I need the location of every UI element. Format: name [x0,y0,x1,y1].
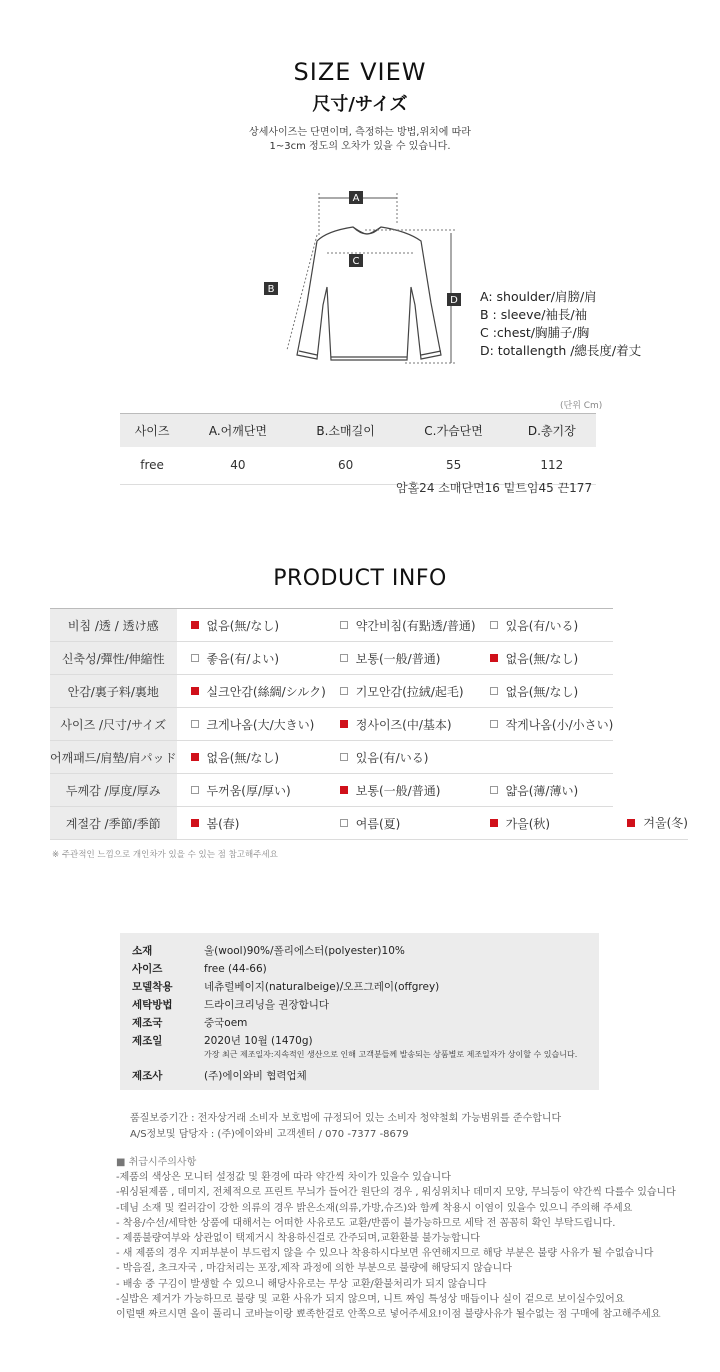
caution-section [116,1155,676,1322]
option-cell [177,642,326,675]
checked-box-icon [490,819,498,827]
option-label: 없음(無/なし) [505,651,579,666]
detail-row-date [132,1033,313,1048]
option-cell [177,807,326,840]
option-label: 보통(一般/普通) [355,651,441,666]
option-label: 없음(無/なし) [206,618,280,633]
detail-row-maker [132,1068,307,1083]
detail-value: 네츄럴베이지(naturalbeige)/오프그레이(offgrey) [204,981,440,993]
unchecked-box-icon [191,786,199,794]
product-info-row [50,609,688,642]
unchecked-box-icon [490,687,498,695]
product-info-row [50,708,688,741]
caution-line: - 박음질, 초크자국 , 마감처리는 포장,제작 과정에 의한 부분으로 불량에 해당되지 않습니다 [116,1263,512,1275]
checked-box-icon [191,687,199,695]
legend-c: C :chest/胸脯子/胸 [480,325,590,340]
checked-box-icon [191,819,199,827]
detail-key: 제조사 [132,1070,163,1082]
option-label: 있음(有/いる) [505,618,579,633]
option-label: 없음(無/なし) [206,750,280,765]
product-info-row [50,642,688,675]
detail-key: 모델착용 [132,981,173,993]
note-line-1: 상세사이즈는 단면이며, 측정하는 방법,위치에 따라 [249,127,471,138]
option-label: 작게나옴(小/小さい) [505,717,614,732]
detail-row-country [132,1015,247,1030]
caution-line: -데님 소재 및 컬러감이 강한 의류의 경우 밝은소재(의류,가방,슈즈)와 함께 착용시 이염이 있을수 있으니 주의해 주세요 [116,1202,633,1214]
detail-value: free (44-66) [204,963,267,975]
unchecked-box-icon [191,720,199,728]
option-cell [476,609,614,642]
checked-box-icon [191,753,199,761]
header-shoulder: A.어깨단면 [184,414,291,447]
option-label: 정사이즈(中/基本) [355,717,452,732]
guarantee-info [130,1111,561,1143]
option-label: 가을(秋) [505,816,551,831]
unchecked-box-icon [490,621,498,629]
legend-b: B : sleeve/袖長/袖 [480,307,588,322]
product-info-label: 어깨패드/肩墊/肩パッド [50,741,177,774]
garment-diagram [255,185,475,375]
option-cell [177,675,326,708]
option-label: 여름(夏) [355,816,401,831]
product-info-row [50,675,688,708]
cell-length: 112 [508,447,596,485]
size-view-subtitle: 尺寸/サイズ [312,94,408,115]
detail-value: 2020년 10월 (1470g) [204,1035,313,1047]
unchecked-box-icon [340,753,348,761]
option-label: 얇음(薄/薄い) [505,783,579,798]
caution-line: - 제품불량여부와 상관없이 택제거시 착용하신걸로 간주되며,교환환불 불가능합니다 [116,1233,480,1245]
detail-value: 드라이크리닝을 권장합니다 [204,999,330,1011]
detail-value: 울(wool)90%/폴리에스터(polyester)10% [204,945,405,957]
measure-legend [480,288,641,360]
caution-title: ■ 취급시주의사항 [116,1157,197,1168]
detail-date-note: 가장 최근 제조일자:지속적인 생산으로 인해 고객분들께 발송되는 상품별로 제조일자가 상이할 수 있습니다. [204,1050,578,1059]
unchecked-box-icon [340,819,348,827]
caution-line: - 착용/수선/세탁한 상품에 대해서는 어떠한 사유로도 교환/반품이 불가능하므로 세탁 전 꼼꼼히 확인 부탁드립니다. [116,1217,616,1229]
product-info-row [50,741,688,774]
caution-line: -워싱된제품 , 데미지, 전체적으로 프린트 무늬가 들어간 원단의 경우 , 워싱위치나 데미지 모양, 무늬등이 약간씩 다를수 있습니다 [116,1187,676,1199]
size-view-note [0,126,720,154]
cell-size: free [120,447,184,485]
marker-a: A [352,193,360,204]
option-label: 보통(一般/普通) [355,783,441,798]
option-label: 있음(有/いる) [355,750,429,765]
legend-d: D: totallength /總長度/着丈 [480,343,642,358]
option-cell [326,807,476,840]
note-line-2: 1~3cm 정도의 오차가 있을 수 있습니다. [269,141,451,152]
marker-b: B [267,284,275,295]
option-label: 약간비침(有點透/普通) [355,618,476,633]
option-cell [177,741,326,774]
product-info-label: 신축성/彈性/伸縮性 [50,642,177,675]
header-chest: C.가슴단면 [400,414,508,447]
option-cell [177,774,326,807]
detail-row-model [132,979,439,994]
option-cell [326,609,476,642]
product-info-title: PRODUCT INFO [273,566,447,591]
detail-row-wash [132,997,329,1012]
product-info-note: ※ 주관적인 느낌으로 개인차가 있을 수 있는 점 참고해주세요 [52,850,278,860]
option-cell [613,807,688,840]
detail-value: (주)에이와비 협력업체 [204,1070,307,1082]
product-info-row [50,807,688,840]
detail-value: 중국oem [204,1017,248,1029]
detail-key: 제조일 [132,1035,163,1047]
checked-box-icon [340,720,348,728]
option-label: 좋음(有/よい) [206,651,280,666]
product-detail-box [120,933,599,1090]
option-cell [177,708,326,741]
unchecked-box-icon [340,687,348,695]
unchecked-box-icon [490,786,498,794]
option-label: 실크안감(絲綢/シルク) [206,684,326,699]
header-length: D.총기장 [508,414,596,447]
caution-line: -제품의 색상은 모니터 설정값 및 환경에 따라 약간씩 차이가 있을수 있습니다 [116,1172,451,1184]
checked-box-icon [490,654,498,662]
detail-key: 세탁방법 [132,999,173,1011]
caution-line: -실밥은 제거가 가능하므로 불량 및 교환 사유가 되지 않으며, 니트 짜임 특성상 매듭이나 실이 겉으로 보이실수있어요 [116,1293,625,1305]
detail-key: 제조국 [132,1017,163,1029]
size-table-header [120,414,596,447]
detail-key: 사이즈 [132,963,163,975]
detail-row-size [132,961,267,976]
option-cell [326,675,476,708]
header-size: 사이즈 [120,414,184,447]
size-view-title: SIZE VIEW [293,58,427,86]
option-cell [476,774,614,807]
size-extra-note: 암홀24 소매단면16 밑트임45 끈177 [396,481,593,495]
detail-key: 소재 [132,945,153,957]
option-cell [326,741,476,774]
option-label: 두꺼움(厚/厚い) [206,783,291,798]
option-label: 없음(無/なし) [505,684,579,699]
caution-line: - 새 제품의 경우 지퍼부분이 부드럽지 않을 수 있으나 착용하시다보면 유연해지므로 해당 부분은 불량 사유가 될 수없습니다 [116,1248,654,1260]
detail-row-material [132,943,405,958]
header-sleeve: B.소매길이 [292,414,400,447]
product-info-label: 두께감 /厚度/厚み [50,774,177,807]
guarantee-line-1: 품질보증기간 : 전자상거래 소비자 보호법에 규정되어 있는 소비자 청약철회 가능범위를 준수합니다 [130,1113,562,1124]
marker-d: D [450,295,458,306]
unchecked-box-icon [191,654,199,662]
unchecked-box-icon [340,621,348,629]
option-cell [476,807,614,840]
option-cell [326,642,476,675]
legend-a: A: shoulder/肩膀/肩 [480,289,597,304]
checked-box-icon [191,621,199,629]
caution-line: - 배송 중 구김이 발생할 수 있으니 해당사유로는 무상 교환/환불처리가 되지 않습니다 [116,1278,487,1290]
cell-chest: 55 [400,447,508,485]
unchecked-box-icon [490,720,498,728]
product-info-row [50,774,688,807]
option-cell [326,708,476,741]
product-info-label: 사이즈 /尺寸/サイズ [50,708,177,741]
option-label: 크게나옴(大/大きい) [206,717,315,732]
option-cell [476,741,614,774]
option-cell [476,675,614,708]
cell-shoulder: 40 [184,447,291,485]
product-info-label: 계절감 /季節/季節 [50,807,177,840]
option-cell [476,642,614,675]
product-info-label: 안감/裏子料/裏地 [50,675,177,708]
checked-box-icon [627,819,635,827]
size-table [120,413,596,485]
guarantee-line-2: A/S정보및 담당자 : (주)에이와비 고객센터 / 070 -7377 -8679 [130,1129,409,1140]
option-label: 봄(春) [206,816,240,831]
unit-label: (단위 Cm) [560,401,603,411]
cell-sleeve: 60 [292,447,400,485]
option-cell [326,774,476,807]
product-info-label: 비침 /透 / 透け感 [50,609,177,642]
option-cell [177,609,326,642]
caution-line: 이럴땐 짜르시면 올이 풀리니 코바늘이랑 뾰족한걸로 안쪽으로 넣어주세요!이점 불량사유가 될수없는 점 구매에 참고해주세요 [116,1309,661,1321]
marker-c: C [352,256,360,267]
product-info-table [50,608,688,840]
option-label: 기모안감(拉絨/起毛) [355,684,464,699]
option-label: 겨울(冬) [643,816,688,831]
checked-box-icon [340,786,348,794]
option-cell [476,708,614,741]
unchecked-box-icon [340,654,348,662]
